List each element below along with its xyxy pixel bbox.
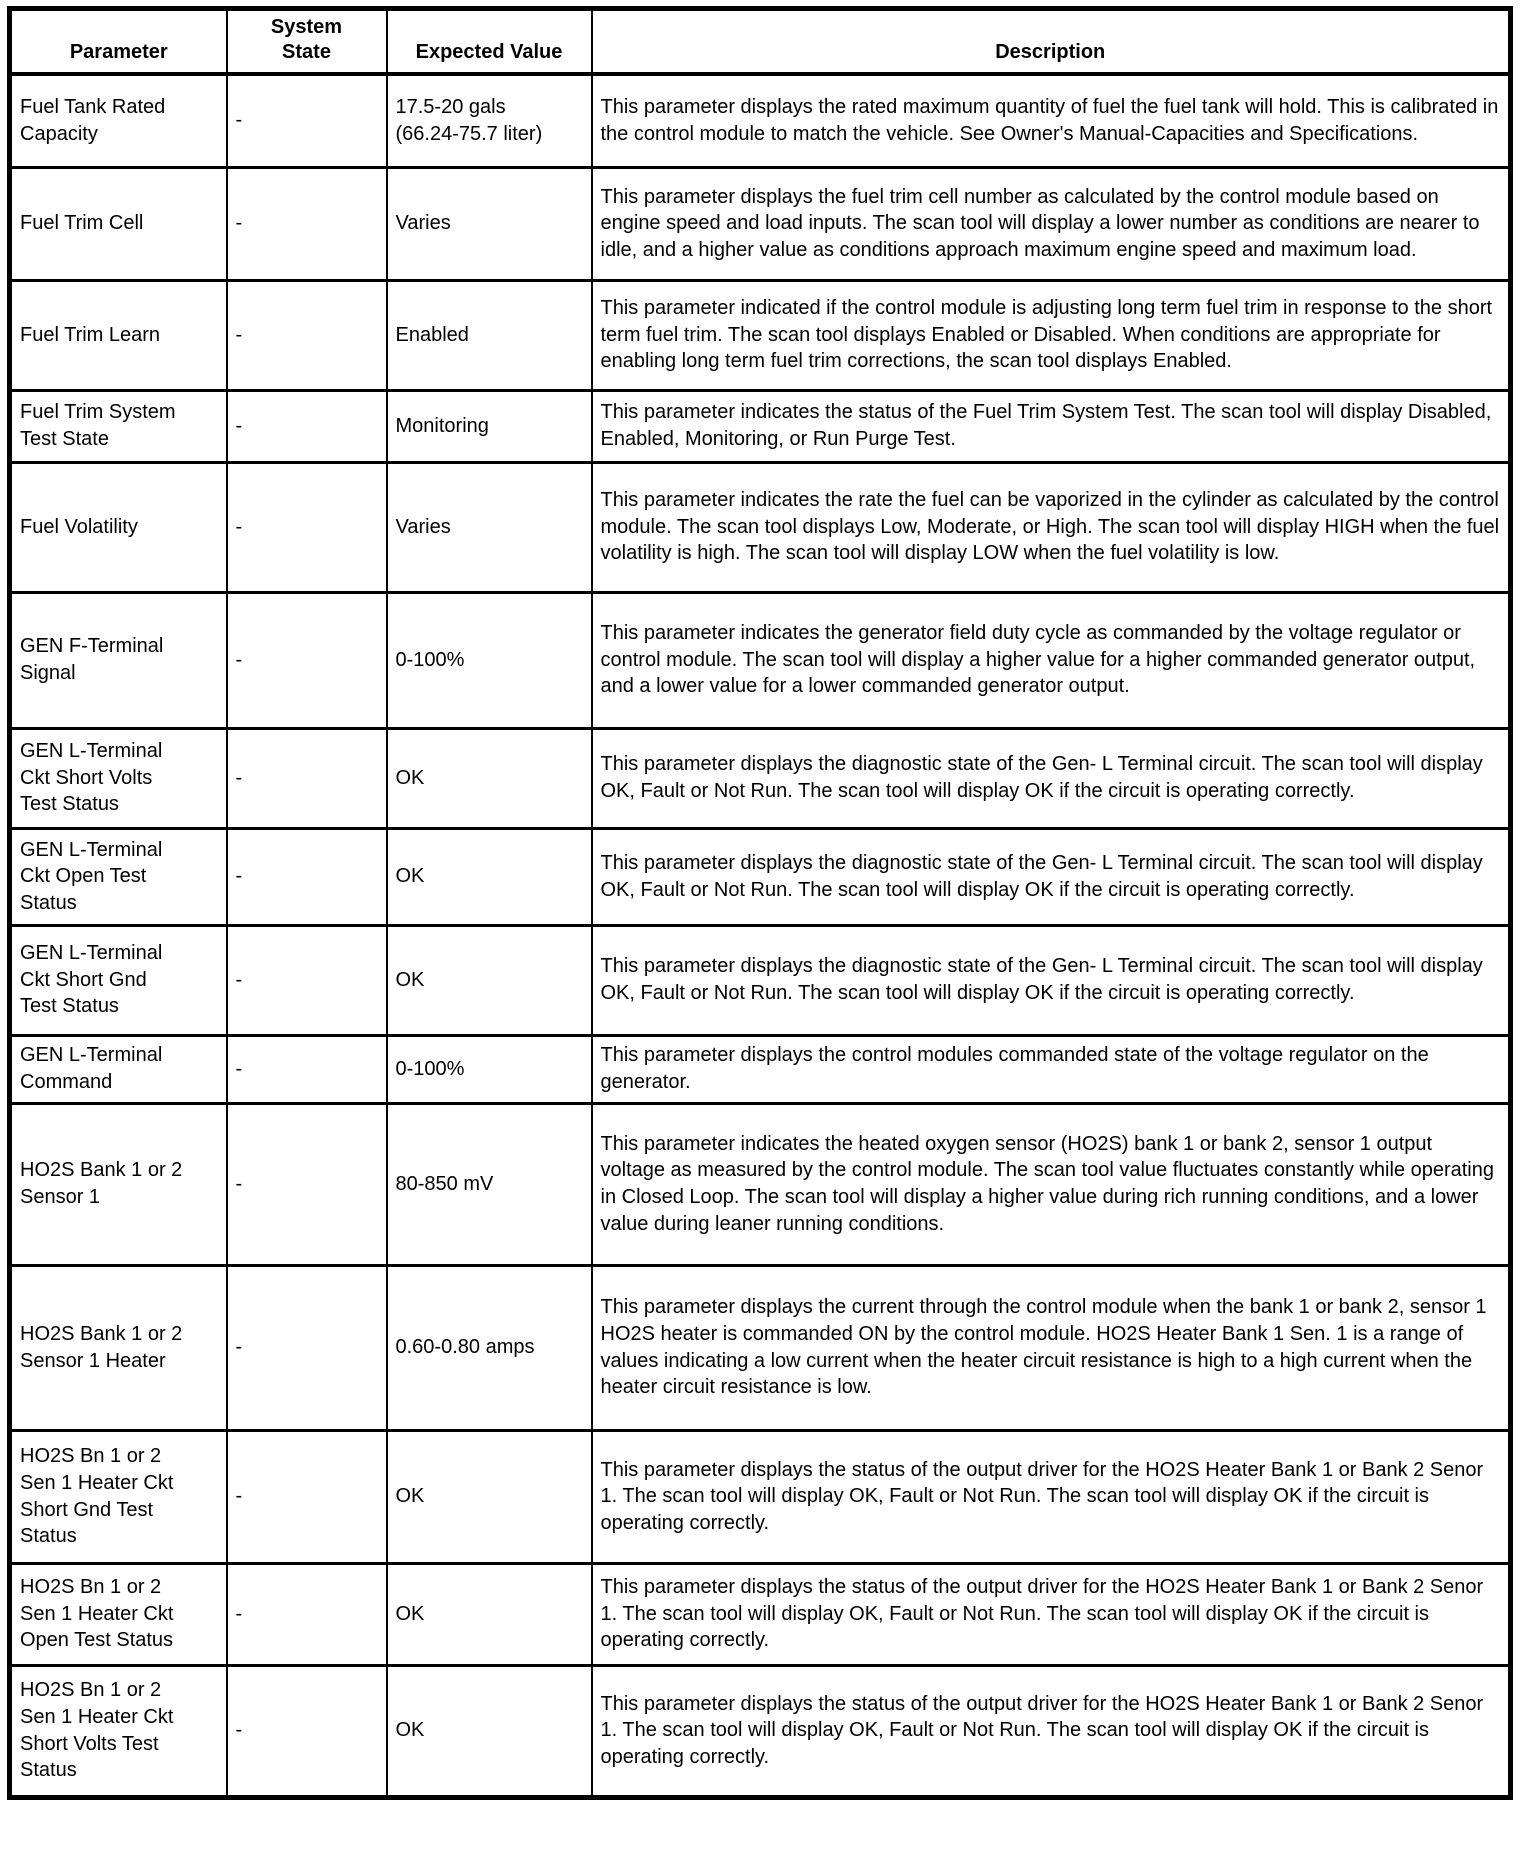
cell-parameter: Fuel Trim Learn — [10, 280, 227, 390]
cell-parameter: Fuel Trim System Test State — [10, 390, 227, 462]
cell-parameter: Fuel Trim Cell — [10, 167, 227, 280]
cell-system-state: - — [227, 1035, 387, 1103]
cell-parameter: GEN L-Terminal Command — [10, 1035, 227, 1103]
cell-expected-value: Varies — [387, 167, 592, 280]
column-header-description: Description — [592, 9, 1511, 75]
cell-expected-value: OK — [387, 1665, 592, 1797]
cell-system-state: - — [227, 728, 387, 828]
column-header-parameter: Parameter — [10, 9, 227, 75]
cell-parameter: GEN L-Terminal Ckt Short Gnd Test Status — [10, 925, 227, 1035]
cell-description: This parameter indicated if the control module is adjusting long term fuel trim in response to the short term fuel trim. The scan tool displays Enabled or Disabled. When conditions are appropriate for enabling long term fuel trim corrections, the scan tool displays Enabled. — [592, 280, 1511, 390]
cell-system-state: - — [227, 1430, 387, 1563]
cell-parameter: HO2S Bn 1 or 2 Sen 1 Heater Ckt Short Volts Test Status — [10, 1665, 227, 1797]
cell-expected-value: OK — [387, 1563, 592, 1665]
cell-parameter: HO2S Bn 1 or 2 Sen 1 Heater Ckt Short Gnd Test Status — [10, 1430, 227, 1563]
cell-description: This parameter displays the diagnostic state of the Gen- L Terminal circuit. The scan tool will display OK, Fault or Not Run. The scan tool will display OK if the circuit is operating correctly. — [592, 828, 1511, 925]
cell-expected-value: 0.60-0.80 amps — [387, 1265, 592, 1430]
cell-expected-value: OK — [387, 728, 592, 828]
cell-description: This parameter indicates the generator field duty cycle as commanded by the voltage regulator or control module. The scan tool will display a higher value for a higher commanded generator output, and a lower value for a lower commanded generator output. — [592, 592, 1511, 728]
column-header-system-state: System State — [227, 9, 387, 75]
table-row — [10, 390, 1511, 462]
cell-expected-value: 0-100% — [387, 592, 592, 728]
cell-expected-value: OK — [387, 925, 592, 1035]
cell-system-state: - — [227, 925, 387, 1035]
cell-expected-value: 0-100% — [387, 1035, 592, 1103]
table-row — [10, 280, 1511, 390]
table-row — [10, 1103, 1511, 1265]
cell-description: This parameter displays the diagnostic state of the Gen- L Terminal circuit. The scan tool will display OK, Fault or Not Run. The scan tool will display OK if the circuit is operating correctly. — [592, 728, 1511, 828]
cell-description: This parameter displays the fuel trim cell number as calculated by the control module based on engine speed and load inputs. The scan tool will display a lower number as conditions are nearer to idle, and a higher value as conditions approach maximum engine speed and maximum load. — [592, 167, 1511, 280]
cell-parameter: Fuel Volatility — [10, 462, 227, 592]
table-row — [10, 462, 1511, 592]
cell-parameter: Fuel Tank Rated Capacity — [10, 74, 227, 167]
cell-system-state: - — [227, 828, 387, 925]
table-row — [10, 1665, 1511, 1797]
cell-system-state: - — [227, 1265, 387, 1430]
table-row — [10, 592, 1511, 728]
table-row — [10, 1265, 1511, 1430]
cell-system-state: - — [227, 280, 387, 390]
column-header-expected-value: Expected Value — [387, 9, 592, 75]
cell-parameter: GEN F-Terminal Signal — [10, 592, 227, 728]
table-row — [10, 1035, 1511, 1103]
cell-system-state: - — [227, 74, 387, 167]
table-header — [10, 9, 1511, 75]
cell-description: This parameter indicates the rate the fuel can be vaporized in the cylinder as calculated by the control module. The scan tool displays Low, Moderate, or High. The scan tool will display HIGH when the fuel volatility is high. The scan tool will display LOW when the fuel volatility is low. — [592, 462, 1511, 592]
cell-description: This parameter displays the status of the output driver for the HO2S Heater Bank 1 or Bank 2 Senor 1. The scan tool will display OK, Fault or Not Run. The scan tool will display OK if the circuit is operating correctly. — [592, 1563, 1511, 1665]
cell-expected-value: 80-850 mV — [387, 1103, 592, 1265]
cell-system-state: - — [227, 1103, 387, 1265]
cell-expected-value: Varies — [387, 462, 592, 592]
cell-parameter: HO2S Bn 1 or 2 Sen 1 Heater Ckt Open Test Status — [10, 1563, 227, 1665]
cell-parameter: HO2S Bank 1 or 2 Sensor 1 — [10, 1103, 227, 1265]
cell-parameter: GEN L-Terminal Ckt Open Test Status — [10, 828, 227, 925]
cell-expected-value: 17.5-20 gals (66.24-75.7 liter) — [387, 74, 592, 167]
table-row — [10, 828, 1511, 925]
cell-description: This parameter displays the rated maximum quantity of fuel the fuel tank will hold. This is calibrated in the control module to match the vehicle. See Owner's Manual-Capacities and Specifications. — [592, 74, 1511, 167]
cell-description: This parameter indicates the status of the Fuel Trim System Test. The scan tool will display Disabled, Enabled, Monitoring, or Run Purge Test. — [592, 390, 1511, 462]
table-row — [10, 728, 1511, 828]
cell-system-state: - — [227, 167, 387, 280]
cell-description: This parameter indicates the heated oxygen sensor (HO2S) bank 1 or bank 2, sensor 1 output voltage as measured by the control module. The scan tool value fluctuates constantly while operating in Closed Loop. The scan tool will display a higher value during rich running conditions, and a lower value during leaner running conditions. — [592, 1103, 1511, 1265]
cell-system-state: - — [227, 1665, 387, 1797]
table-row — [10, 925, 1511, 1035]
cell-description: This parameter displays the control modules commanded state of the voltage regulator on the generator. — [592, 1035, 1511, 1103]
cell-parameter: HO2S Bank 1 or 2 Sensor 1 Heater — [10, 1265, 227, 1430]
cell-description: This parameter displays the current through the control module when the bank 1 or bank 2, sensor 1 HO2S heater is commanded ON by the control module. HO2S Heater Bank 1 Sen. 1 is a range of values indicating a low current when the heater circuit resistance is high to a high current when the heater circuit resistance is low. — [592, 1265, 1511, 1430]
table-body — [10, 74, 1511, 1797]
table-row — [10, 1430, 1511, 1563]
cell-description: This parameter displays the status of the output driver for the HO2S Heater Bank 1 or Bank 2 Senor 1. The scan tool will display OK, Fault or Not Run. The scan tool will display OK if the circuit is operating correctly. — [592, 1430, 1511, 1563]
cell-parameter: GEN L-Terminal Ckt Short Volts Test Status — [10, 728, 227, 828]
table-row — [10, 167, 1511, 280]
table-row — [10, 74, 1511, 167]
cell-expected-value: OK — [387, 1430, 592, 1563]
cell-description: This parameter displays the status of the output driver for the HO2S Heater Bank 1 or Bank 2 Senor 1. The scan tool will display OK, Fault or Not Run. The scan tool will display OK if the circuit is operating correctly. — [592, 1665, 1511, 1797]
parameter-data-table — [7, 6, 1513, 1800]
cell-system-state: - — [227, 390, 387, 462]
cell-system-state: - — [227, 462, 387, 592]
cell-system-state: - — [227, 1563, 387, 1665]
cell-expected-value: Monitoring — [387, 390, 592, 462]
table-row — [10, 1563, 1511, 1665]
cell-expected-value: OK — [387, 828, 592, 925]
table-header-row — [10, 9, 1511, 75]
cell-system-state: - — [227, 592, 387, 728]
cell-description: This parameter displays the diagnostic state of the Gen- L Terminal circuit. The scan tool will display OK, Fault or Not Run. The scan tool will display OK if the circuit is operating correctly. — [592, 925, 1511, 1035]
cell-expected-value: Enabled — [387, 280, 592, 390]
